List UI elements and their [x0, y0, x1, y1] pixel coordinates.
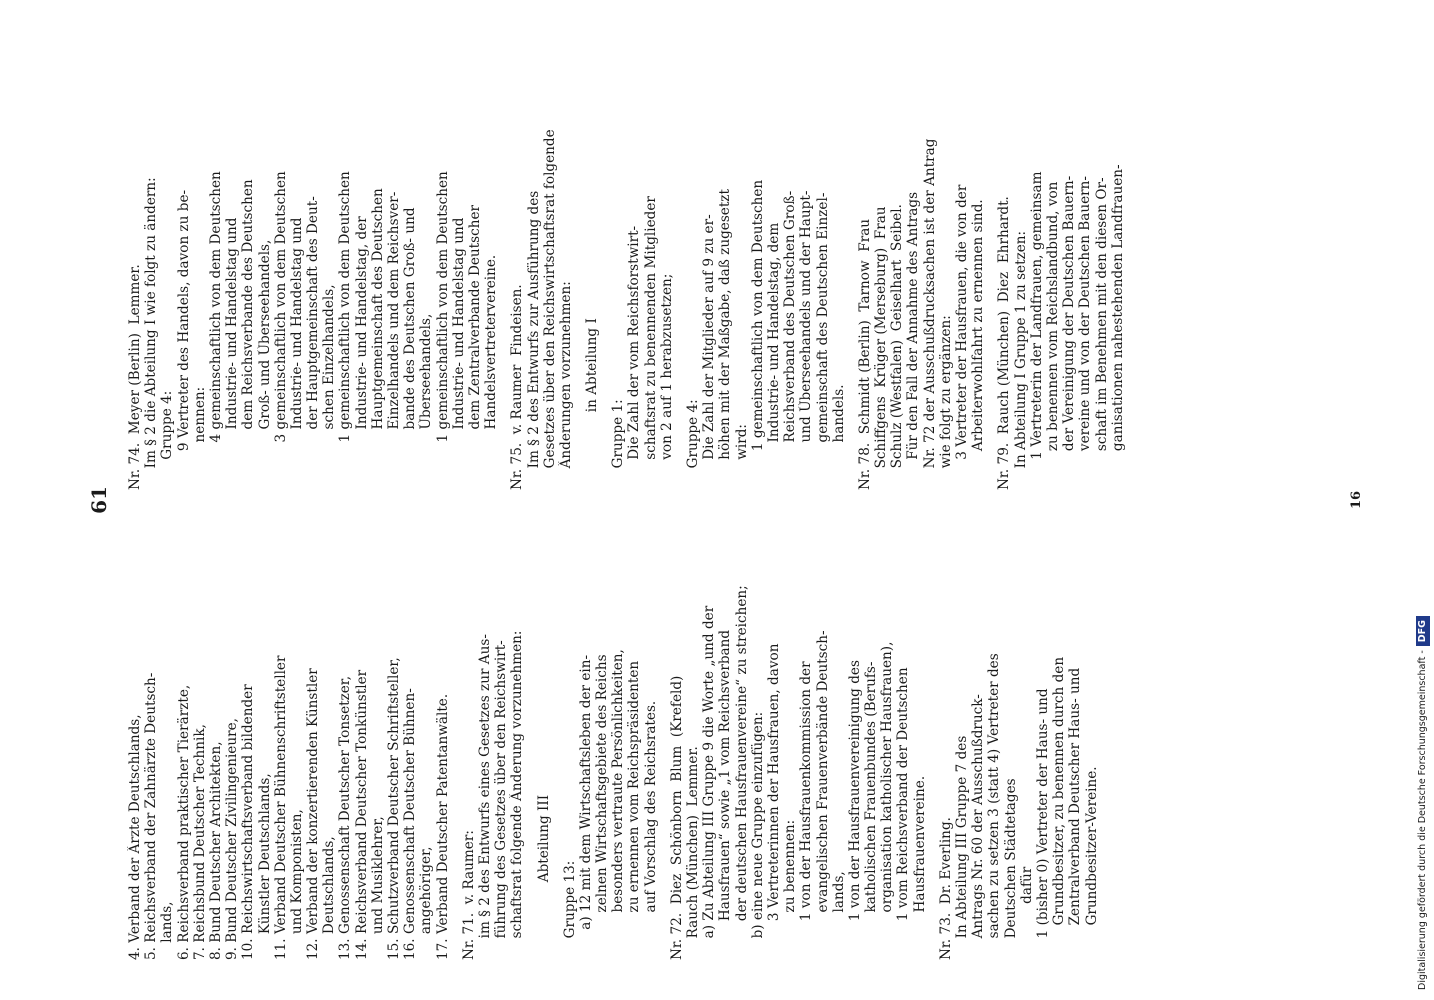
right-text-line: Einzelhandels und dem Reichsver- — [386, 191, 402, 490]
left-text-line: 1 vom Reichsverband der Deutschen — [895, 667, 912, 960]
left-text-line: 4. Verband der Ärzte Deutschlands, — [127, 714, 143, 960]
right-text-line: Industrie- und Handelstag, dem — [765, 222, 782, 490]
left-text-line: dafür — [1018, 866, 1035, 960]
left-text-line: In Abteilung III Gruppe 7 des — [954, 735, 970, 960]
left-text-line: Antrags Nr. 60 der Ausschußdruck- — [970, 694, 987, 960]
dfg-logo: DFG — [1416, 616, 1430, 646]
left-text-line: 13. Genossenschaft Deutscher Tonsetzer, — [337, 675, 354, 960]
right-text-line: 1 gemeinschaftlich von dem Deutschen — [337, 171, 354, 490]
left-text-line: im § 2 des Entwurfs eines Gesetzes zur Aus- — [476, 634, 493, 960]
left-text-line: Nr. 72. Diez Schönborn Blum (Krefeld) — [668, 675, 685, 960]
right-text-line: Industrie- und Handelstag, der — [353, 216, 370, 490]
right-text-line: nennen: — [191, 386, 208, 490]
right-text-line: schen Einzelhandels, — [321, 284, 338, 490]
right-text-line: dem Reichsverbande des Deutschen — [240, 179, 257, 490]
left-text-line: 14. Reichsverband Deutscher Tonkünstler — [353, 669, 370, 960]
left-text-line: Deutschen Städtetages — [1002, 778, 1019, 960]
left-text-line: Deutschlands, — [321, 836, 338, 960]
right-text-line: Gruppe 4: — [159, 390, 176, 490]
left-text-line: Hausfrauen“ sowie „1 vom Reichsverband — [717, 629, 734, 960]
left-text-line: und Komponisten, — [288, 809, 305, 960]
left-text-line: Grundbesitzer, zu benennen durch den — [1051, 656, 1068, 960]
left-text-line: Rauch (München) Lemmer. — [685, 746, 701, 960]
left-column — [127, 520, 1100, 960]
left-text-line — [928, 520, 938, 960]
left-text-line — [526, 520, 536, 960]
right-text-line: handels. — [830, 384, 847, 490]
left-text-line: 8. Bund Deutscher Architekten, — [207, 741, 224, 960]
right-text-line: Industrie- und Handelstag und — [288, 217, 305, 490]
left-text-line: auf Vorschlag des Reichsrates. — [642, 700, 659, 960]
left-text-line: 7. Reichsbund Deutscher Technik, — [191, 724, 208, 960]
rotated-page — [87, 40, 1377, 960]
right-text-line: gemeinschaft des Deutschen Einzel- — [814, 192, 831, 490]
right-text-line: Industrie- und Handelstag und — [224, 217, 241, 490]
left-text-line: Abteilung III — [535, 794, 552, 960]
right-text-line — [847, 50, 857, 490]
right-text-line: in Abteilung I — [584, 318, 601, 490]
right-text-line — [986, 50, 996, 490]
dfg-sidebar — [1414, 10, 1432, 990]
right-text-line: Schiffgens Krüger (Merseburg) Frau — [873, 206, 890, 490]
dfg-funding-note: Digitalisierung gefördert durch die Deutsche Forschungsgemeinschaft - — [1417, 650, 1428, 990]
left-text-line: führung des Gesetzes über den Reichswirt- — [493, 640, 510, 960]
left-text-line: organisation katholischer Hausfrauen), — [879, 641, 896, 960]
right-text-line: 1 gemeinschaftlich von dem Deutschen — [749, 179, 766, 490]
right-text-line: Für den Fall der Annahme des Antrags — [905, 191, 922, 490]
right-text-line: wie folgt zu ergänzen: — [937, 315, 954, 490]
right-text-line: Änderungen vorzunehmen: — [557, 281, 574, 490]
right-text-line: Reichsverband des Deutschen Groß- — [782, 190, 799, 490]
left-text-line: 5. Reichsverband der Zahnärzte Deutsch- — [143, 672, 160, 960]
right-text-line: Im § 2 des Entwurfs zur Ausführung des — [525, 190, 542, 490]
left-text-line: 10. Reichswirtschaftsverband bildender — [240, 684, 257, 960]
right-column — [127, 50, 1126, 490]
right-text-line — [574, 50, 584, 490]
left-text-line: 11. Verband Deutscher Bühnenschriftsteller — [272, 655, 289, 960]
right-text-line: höhen mit der Maßgabe, daß zugesetzt — [717, 189, 734, 490]
right-text-line: Gesetzes über den Reichswirtschaftsrat folgende — [541, 129, 558, 490]
right-text-line: der Hauptgemeinschaft des Deut- — [305, 196, 322, 490]
right-text-line: Groß- und Überseehandels, — [256, 239, 273, 490]
left-text-line: a) 12 mit dem Wirtschaftsleben der ein- — [577, 654, 594, 960]
left-text-line: 1 von der Hausfrauenkommission der — [798, 661, 815, 960]
right-text-line: Handelsvertretervereine. — [483, 254, 500, 490]
right-text-line: 4 gemeinschaftlich von dem Deutschen — [207, 171, 224, 490]
left-text-line: 9. Bund Deutscher Zivilingenieure, — [224, 718, 241, 960]
left-text-line: 1 von der Hausfrauenvereinigung des — [846, 660, 863, 960]
left-text-line: a) Zu Abteilung III Gruppe 9 die Worte „und der — [701, 605, 718, 960]
left-text-line — [451, 520, 461, 960]
left-text-line: besonders vertraute Persönlichkeiten, — [610, 649, 627, 960]
right-text-line: Industrie- und Handelstag und — [450, 217, 467, 490]
right-text-line: Überseehandels, — [418, 313, 435, 490]
right-text-line: In Abteilung I Gruppe 1 zu setzen: — [1012, 230, 1029, 490]
left-text-line: der deutschen Hausfrauenvereine“ zu streichen; — [733, 585, 750, 960]
right-text-line: Arbeiterwohlfahrt zu ernennen sind. — [970, 199, 987, 490]
right-text-line: ganisationen nahestehenden Landfrauen- — [1109, 164, 1126, 490]
right-text-line: Nr. 72 der Ausschußdrucksachen ist der Antrag — [921, 138, 938, 490]
left-text-line: angehöriger, — [418, 846, 435, 960]
left-text-line: 3 Vertreterinnen der Hausfrauen, davon — [765, 643, 782, 960]
left-text-line: Hausfrauenvereine. — [911, 775, 928, 960]
right-text-line: 1 Vertreterin der Landfrauen, gemeinsam — [1028, 171, 1045, 490]
right-text-line: 3 Vertreter der Hausfrauen, die von der — [954, 184, 970, 490]
right-text-line: Nr. 75. v. Raumer Findeisen. — [509, 284, 526, 490]
page-number: 61 — [87, 486, 111, 514]
left-text-line: lands, — [159, 901, 176, 960]
left-text-line: zu ernennen vom Reichspräsidenten — [626, 660, 643, 960]
right-text-line: von 2 auf 1 herabzusetzen; — [658, 273, 675, 490]
right-text-line: dem Zentralverbande Deutscher — [466, 204, 483, 490]
right-text-line: Im § 2 die Abteilung I wie folgt zu ändern: — [143, 177, 160, 490]
left-text-line: zu benennen: — [782, 819, 799, 960]
right-text-line — [499, 50, 509, 490]
left-text-line: 17. Verband Deutscher Patentanwälte. — [434, 693, 451, 960]
right-text-line: Hauptgemeinschaft des Deutschen — [369, 188, 386, 490]
left-text-line: 12. Verband der konzertierenden Künstler — [305, 668, 322, 960]
left-text-line: sachen zu setzen 3 (statt 4) Vertreter des — [986, 653, 1003, 960]
right-text-line: vereine und von der Deutschen Bauern- — [1077, 175, 1094, 490]
right-text-line: wird: — [733, 423, 750, 490]
left-text-line: b) eine neue Gruppe einzufügen: — [749, 711, 766, 960]
right-text-line: 1 gemeinschaftlich von dem Deutschen — [434, 171, 451, 490]
right-text-line: und Überseehandels und der Haupt- — [798, 190, 815, 490]
right-text-line — [600, 50, 610, 490]
right-text-line: 9 Vertreter des Handels, davon zu be- — [175, 189, 192, 490]
left-text-line — [552, 520, 562, 960]
right-text-line: der Vereinigung der Deutschen Bauern- — [1061, 175, 1078, 490]
right-text-line: schaft im Benehmen mit den diesen Or- — [1093, 177, 1110, 490]
left-text-line: Gruppe 13: — [561, 860, 578, 960]
left-text-line: 6. Reichsverband praktischer Tierärzte, — [175, 684, 192, 960]
left-text-line: Grundbesitzer-Vereine. — [1083, 766, 1100, 960]
left-text-line: 15. Schutzverband Deutscher Schriftsteller, — [386, 657, 402, 960]
right-text-line: bande des Deutschen Groß- und — [402, 207, 419, 490]
right-text-line: Die Zahl der Mitglieder auf 9 zu er- — [701, 214, 718, 490]
right-text-line: Nr. 78. Schmidt (Berlin) Tarnow Frau — [856, 218, 873, 490]
left-text-line: schaftsrat folgende Änderung vorzunehmen: — [509, 630, 526, 960]
left-text-line: Künstler Deutschlands, — [256, 773, 273, 960]
right-text-line: Nr. 79. Rauch (München) Diez Ehrhardt. — [996, 196, 1013, 490]
right-text-line: Die Zahl der vom Reichsforstwirt- — [626, 225, 643, 490]
left-text-line: Nr. 71. v. Raumer: — [460, 830, 477, 960]
right-text-line: zu benennen vom Reichslandbund, von — [1044, 181, 1061, 490]
right-text-line: Schulz (Westfalen) Geiselhart Seibel. — [889, 204, 906, 490]
left-text-line: lands, — [830, 871, 847, 960]
left-text-line: 1 (bisher 0) Vertreter der Haus- und — [1034, 688, 1051, 960]
right-text-line: Nr. 74. Meyer (Berlin) Lemmer. — [127, 264, 143, 490]
right-text-line — [675, 50, 685, 490]
right-text-line: 3 gemeinschaftlich von dem Deutschen — [272, 171, 289, 490]
left-text-line: 16. Genossenschaft Deutscher Bühnen- — [402, 688, 419, 960]
right-text-line: Gruppe 4: — [685, 399, 701, 490]
right-text-line: Gruppe 1: — [610, 399, 627, 490]
footer-mark: 16 — [1349, 490, 1364, 510]
left-text-line: zelnen Wirtschaftsgebiete des Reichs — [594, 654, 611, 960]
left-text-line: evangelischen Frauenverbände Deutsch- — [814, 630, 831, 960]
left-text-line — [659, 520, 669, 960]
left-text-line: und Musiklehrer, — [369, 816, 386, 960]
right-text-line: schaftsrat zu benennenden Mitglieder — [642, 196, 659, 490]
left-text-line: katholischen Frauenbundes (Berufs- — [863, 661, 880, 960]
left-text-line: Nr. 73. Dr. Everling. — [937, 817, 954, 960]
left-text-line: Zentralverband Deutscher Haus- und — [1067, 667, 1084, 960]
